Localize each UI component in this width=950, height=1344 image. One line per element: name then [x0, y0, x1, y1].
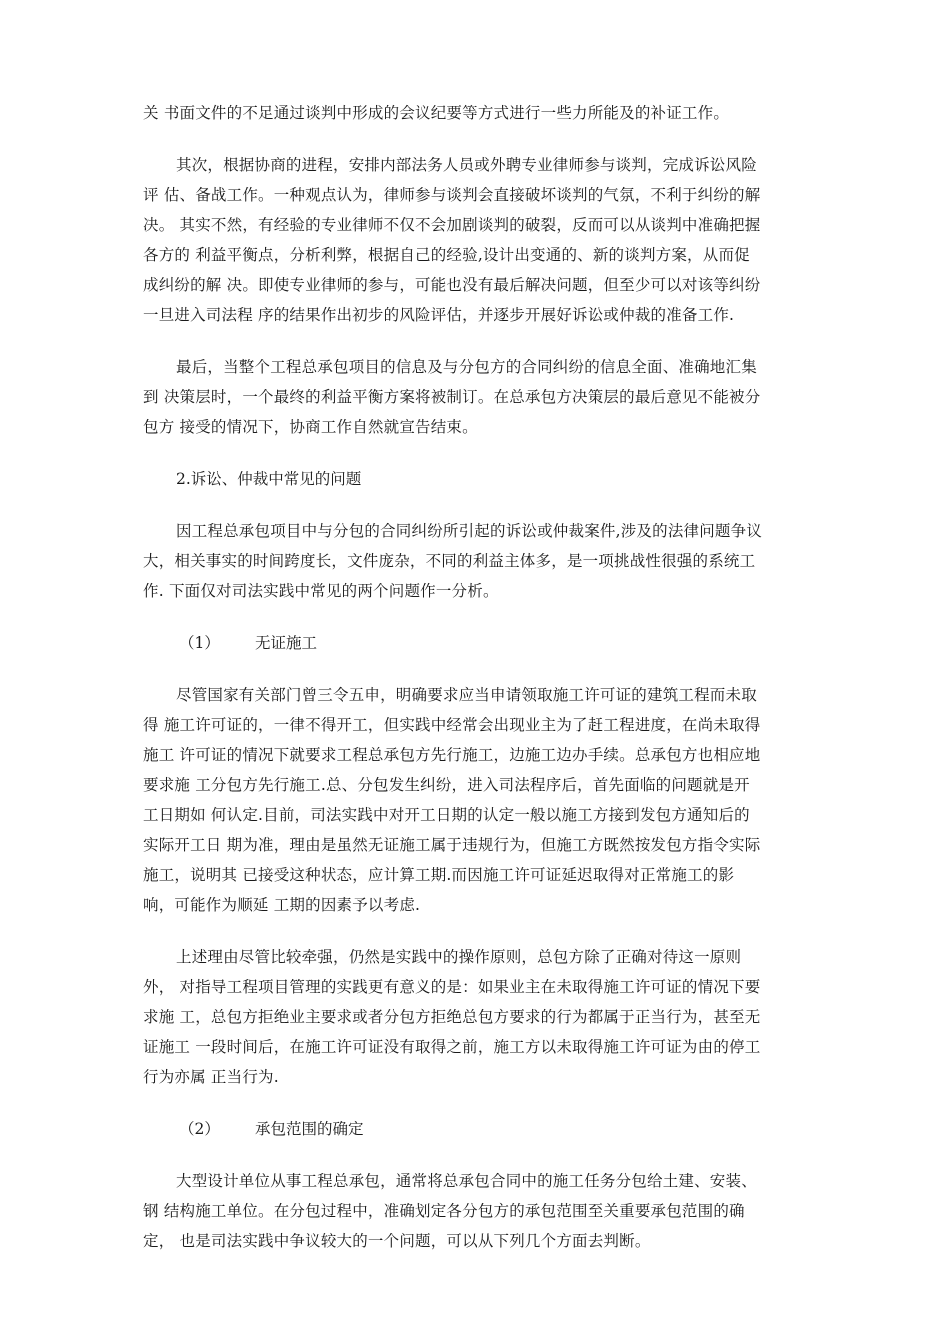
sub-heading-1 — [143, 628, 811, 658]
text-line: 各方的 利益平衡点，分析利弊，根据自己的经验,设计出变通的、新的谈判方案，从而促 — [143, 246, 750, 264]
text-line: 得 施工许可证的，一律不得开工，但实践中经常会出现业主为了赶工程进度，在尚未取得 — [143, 716, 761, 734]
text-line: 决。 其实不然，有经验的专业律师不仅不会加剧谈判的破裂，反而可以从谈判中准确把握 — [143, 216, 761, 234]
text-line: 证施工 一段时间后，在施工许可证没有取得之前，施工方以未取得施工许可证为由的停工 — [143, 1038, 761, 1056]
section-heading: 2.诉讼、仲裁中常见的问题 — [176, 470, 362, 488]
text-line: 上述理由尽管比较牵强，仍然是实践中的操作原则，总包方除了正确对待这一原则 — [176, 948, 742, 966]
text-line: 尽管国家有关部门曾三令五申，明确要求应当申请领取施工许可证的建筑工程而未取 — [176, 686, 757, 704]
paragraph-4 — [143, 680, 811, 920]
text-line: 作. 下面仅对司法实践中常见的两个问题作一分析。 — [143, 582, 499, 600]
text-line: 大，相关事实的时间跨度长，文件庞杂，不同的利益主体多，是一项挑战性很强的系统工 — [143, 552, 756, 570]
text-line: 一旦进入司法程 序的结果作出初步的风险评估，并逐步开展好诉讼或仲裁的准备工作. — [143, 306, 735, 324]
sub-heading-number: （2） — [179, 1120, 220, 1138]
paragraph-6 — [143, 1166, 811, 1256]
text-line: 外， 对指导工程项目管理的实践更有意义的是：如果业主在未取得施工许可证的情况下要 — [143, 978, 761, 996]
paragraph-0 — [143, 98, 811, 128]
document-page — [143, 98, 811, 1256]
paragraph-3 — [143, 516, 811, 606]
text-line: 求施 工，总包方拒绝业主要求或者分包方拒绝总包方要求的行为都属于正当行为，甚至无 — [143, 1008, 761, 1026]
text-line: 施工 许可证的情况下就要求工程总承包方先行施工，边施工边办手续。总承包方也相应地 — [143, 746, 761, 764]
text-line: 要求施 工分包方先行施工.总、分包发生纠纷，进入司法程序后，首先面临的问题就是开 — [143, 776, 750, 794]
text-line: 钢 结构施工单位。在分包过程中，准确划定各分包方的承包范围至关重要承包范围的确 — [143, 1202, 745, 1220]
text-line: 大型设计单位从事工程总承包，通常将总承包合同中的施工任务分包给土建、安装、 — [176, 1172, 757, 1190]
text-line: 定， 也是司法实践中争议较大的一个问题，可以从下列几个方面去判断。 — [143, 1232, 651, 1250]
sub-heading-2 — [143, 1114, 811, 1144]
text-line: 其次，根据协商的进程，安排内部法务人员或外聘专业律师参与谈判，完成诉讼风险 — [176, 156, 757, 174]
text-line: 到 决策层时，一个最终的利益平衡方案将被制订。在总承包方决策层的最后意见不能被分 — [143, 388, 761, 406]
sub-heading-title: 承包范围的确定 — [255, 1120, 364, 1138]
text-line: 关 书面文件的不足通过谈判中形成的会议纪要等方式进行一些力所能及的补证工作。 — [143, 104, 730, 122]
text-line: 成纠纷的解 决。即使专业律师的参与，可能也没有最后解决问题，但至少可以对该等纠纷 — [143, 276, 761, 294]
text-line: 行为亦属 正当行为. — [143, 1068, 279, 1086]
sub-heading-title: 无证施工 — [255, 634, 318, 652]
sub-heading-number: （1） — [179, 634, 220, 652]
text-line: 包方 接受的情况下，协商工作自然就宣告结束。 — [143, 418, 478, 436]
paragraph-2 — [143, 352, 811, 442]
text-line: 工日期如 何认定.目前，司法实践中对开工日期的认定一般以施工方接到发包方通知后的 — [143, 806, 750, 824]
paragraph-5 — [143, 942, 811, 1092]
text-line: 评 估、备战工作。一种观点认为，律师参与谈判会直接破坏谈判的气氛，不利于纠纷的解 — [143, 186, 761, 204]
text-line: 响，可能作为顺延 工期的因素予以考虑. — [143, 896, 421, 914]
text-line: 因工程总承包项目中与分包的合同纠纷所引起的诉讼或仲裁案件,涉及的法律问题争议 — [176, 522, 763, 540]
text-line: 最后，当整个工程总承包项目的信息及与分包方的合同纠纷的信息全面、准确地汇集 — [176, 358, 757, 376]
text-line: 实际开工日 期为准，理由是虽然无证施工属于违规行为，但施工方既然按发包方指令实际 — [143, 836, 761, 854]
paragraph-1 — [143, 150, 811, 330]
text-line: 施工，说明其 已接受这种状态，应计算工期.而因施工许可证延迟取得对正常施工的影 — [143, 866, 735, 884]
